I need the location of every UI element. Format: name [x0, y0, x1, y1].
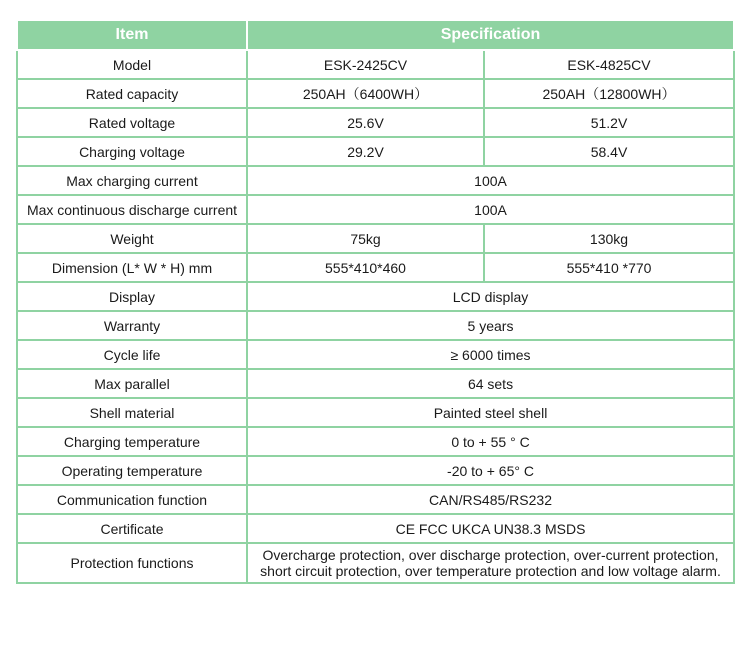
row-rated-capacity [17, 79, 734, 108]
communication-value: CAN/RS485/RS232 [247, 485, 734, 514]
capacity-b: 250AH（12800WH） [484, 79, 734, 108]
row-display [17, 282, 734, 311]
row-label: Cycle life [17, 340, 247, 369]
row-shell-material [17, 398, 734, 427]
row-certificate [17, 514, 734, 543]
shell-material-value: Painted steel shell [247, 398, 734, 427]
header-item: Item [17, 20, 247, 50]
charging-temperature-value: 0 to + 55 ° C [247, 427, 734, 456]
row-max-parallel [17, 369, 734, 398]
row-dimension [17, 253, 734, 282]
row-protection-functions [17, 543, 734, 583]
voltage-b: 51.2V [484, 108, 734, 137]
row-label: Shell material [17, 398, 247, 427]
operating-temperature-value: -20 to + 65° C [247, 456, 734, 485]
row-label: Model [17, 50, 247, 79]
voltage-a: 25.6V [247, 108, 484, 137]
row-label: Weight [17, 224, 247, 253]
row-label: Protection functions [17, 543, 247, 583]
max-discharge-current-value: 100A [247, 195, 734, 224]
row-max-charging-current [17, 166, 734, 195]
dimension-b: 555*410 *770 [484, 253, 734, 282]
row-label: Operating temperature [17, 456, 247, 485]
weight-a: 75kg [247, 224, 484, 253]
row-label: Rated capacity [17, 79, 247, 108]
row-label: Max continuous discharge current [17, 195, 247, 224]
row-label: Charging temperature [17, 427, 247, 456]
dimension-a: 555*410*460 [247, 253, 484, 282]
row-label: Rated voltage [17, 108, 247, 137]
display-value: LCD display [247, 282, 734, 311]
max-parallel-value: 64 sets [247, 369, 734, 398]
cycle-life-value: ≥ 6000 times [247, 340, 734, 369]
row-operating-temperature [17, 456, 734, 485]
row-model [17, 50, 734, 79]
capacity-a: 250AH（6400WH） [247, 79, 484, 108]
row-label: Display [17, 282, 247, 311]
model-a: ESK-2425CV [247, 50, 484, 79]
row-label: Communication function [17, 485, 247, 514]
row-charging-temperature [17, 427, 734, 456]
header-specification: Specification [247, 20, 734, 50]
row-communication [17, 485, 734, 514]
charging-voltage-a: 29.2V [247, 137, 484, 166]
charging-voltage-b: 58.4V [484, 137, 734, 166]
row-label: Max parallel [17, 369, 247, 398]
row-label: Warranty [17, 311, 247, 340]
weight-b: 130kg [484, 224, 734, 253]
spec-table [16, 19, 735, 584]
max-charging-current-value: 100A [247, 166, 734, 195]
certificate-value: CE FCC UKCA UN38.3 MSDS [247, 514, 734, 543]
header-row [17, 20, 734, 50]
row-label: Certificate [17, 514, 247, 543]
row-weight [17, 224, 734, 253]
row-label: Max charging current [17, 166, 247, 195]
row-label: Charging voltage [17, 137, 247, 166]
row-rated-voltage [17, 108, 734, 137]
row-charging-voltage [17, 137, 734, 166]
model-b: ESK-4825CV [484, 50, 734, 79]
warranty-value: 5 years [247, 311, 734, 340]
row-label: Dimension (L* W * H) mm [17, 253, 247, 282]
row-cycle-life [17, 340, 734, 369]
row-warranty [17, 311, 734, 340]
protection-functions-value: Overcharge protection, over discharge protection, over-current protection, short circuit protection, over temperature protection and low voltage alarm. [247, 543, 734, 583]
row-max-discharge-current [17, 195, 734, 224]
